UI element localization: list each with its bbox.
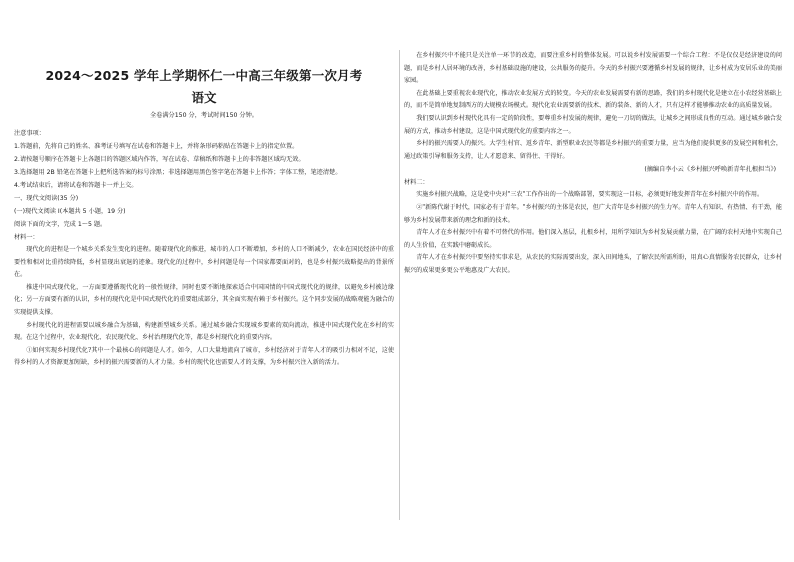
- paragraph: ①如何实现乡村现代化?其中一个最核心的问题是人才。如今，人口大量地流向了城市，乡村经济对于青年人才的吸引力相对不足，这使得乡村的人才资源更加短缺，乡村的振兴需要新的人才力量。乡村的现代化也需要人才的支撑，为乡村振兴注入新的活力。: [14, 346, 394, 367]
- exam-title: 2024～2025 学年上学期怀仁一中高三年级第一次月考: [45, 68, 363, 83]
- paragraph: 实施乡村振兴战略，这是党中央对"三农"工作作出的一个战略部署，要实现这一目标，必须更好地发挥青年在乡村振兴中的作用。: [416, 191, 764, 199]
- material-label: 材料二：: [404, 179, 429, 187]
- subsection-heading: (一)现代文阅读 I(本题共 5 小题，19 分): [14, 208, 126, 215]
- section-heading: 一、现代文阅读(35 分): [14, 195, 79, 202]
- material-label: 材料一：: [14, 234, 39, 241]
- note-item: 2.请按题号顺序在答题卡上各题目的答题区域内作答，写在试卷、草稿纸和答题卡上的非答题区域均无效。: [14, 156, 305, 163]
- source-citation: (摘编自李小云《乡村振兴呼唤新青年扎根担当》): [644, 166, 776, 174]
- paragraph: 青年人才在乡村振兴中有着不可替代的作用。他们深入基层，扎根乡村，用所学知识为乡村发展贡献力量，在广阔的农村天地中实现自己的人生价值，在实践中磨砺成长。: [404, 229, 782, 249]
- left-column: [14, 46, 394, 370]
- right-column: [404, 50, 782, 278]
- paragraph: 在此基础上要重视农业现代化，推动农业发展方式的转变。今天的农业发展需要有新的思路，我们的乡村现代化是建立在小农经营基础上的，而不是简单地复制西方的大规模农场模式。现代化农业需要新的技术、新的装备、新的人才，只有这样才能够推动农业的高质量发展。: [404, 89, 782, 110]
- notes-heading: 注意事项：: [14, 130, 45, 137]
- paragraph: 现代化的进程是一个城乡关系发生变化的进程。随着现代化的推进，城市的人口不断增加，乡村的人口不断减少，农业在国民经济中的重要性和相对比重持续降低，乡村显现出衰退的迹象。现代化的过程中，乡村问题是每一个国家都要面对的，也是乡村振兴战略提出的背景所在。: [14, 246, 394, 279]
- score-line: 全卷满分150 分，考试时间150 分钟。: [150, 112, 258, 119]
- note-item: 1.答题前，先将自己的姓名、准考证号填写在试卷和答题卡上，并将条形码粘贴在答题卡上的指定位置。: [14, 143, 299, 150]
- note-item: 3.选择题用 2B 铅笔在答题卡上把所选答案的标号涂黑；非选择题用黑色签字笔在答题卡上作答；字体工整，笔迹清楚。: [14, 169, 342, 176]
- paragraph: ②"新陈代谢于时代，国家必有于青年。"乡村振兴的主体是农民，但广大青年是乡村振兴的生力军。青年人有知识、有热情、有干劲，能够为乡村发展带来新的理念和新的技术。: [404, 203, 782, 224]
- paragraph: 在乡村振兴中不能只是关注单一环节的改造，而要注重乡村的整体发展。可以说乡村发展需要一个综合工程：不是仅仅是经济建设的问题，而是乡村人居环境的改善，乡村基础设施的建设，公共服务的提升。今天的乡村振兴要遵循乡村发展的规律，让乡村成为安居乐业的美丽家园。: [404, 52, 782, 85]
- paragraph: 乡村的振兴需要人的振兴。大学生村官、返乡青年、新型职业农民等都是乡村振兴的重要力量，应当为他们提供更多的发展空间和机会，通过政策引导和服务支持，让人才愿意来、留得住、干得好。: [404, 140, 782, 160]
- instruction-text: 阅读下面的文字，完成 1～5 题。: [14, 221, 107, 228]
- paragraph: 青年人才在乡村振兴中要坚持实事求是，从农民的实际需要出发，深入田间地头，了解农民所需所盼，用真心真情服务农民群众，让乡村振兴的成果更多更公平地惠及广大农民。: [404, 254, 782, 274]
- paragraph: 乡村现代化的进程需要以城乡融合为基础，构建新型城乡关系。通过城乡融合实现城乡要素的双向流动，推进中国式现代化在乡村的实现。在这个过程中，农业现代化、农民现代化、乡村治理现代化等，都是乡村现代化的重要内容。: [14, 321, 394, 342]
- note-item: 4.考试结束后，请将试卷和答题卡一并上交。: [14, 182, 138, 189]
- paragraph: 我们要认识到乡村现代化具有一定的阶段性，要尊重乡村发展的规律，避免一刀切的做法，让城乡之间形成良性的互动。通过城乡融合发展的方式，推动乡村建设，这是中国式现代化的重要内容之一。: [404, 114, 782, 135]
- paragraph: 推进中国式现代化，一方面要遵循现代化的一般性规律，同时也要不断地探索适合中国国情的中国式现代化的规律，以避免乡村被边缘化；另一方面要有新的认识，乡村的现代化是中国式现代化的重要组成部分，其全面实现有赖于乡村振兴。这个同步发展的战略观能为融合的实现提供支撑。: [14, 283, 394, 316]
- subject-title: 语文: [191, 90, 217, 105]
- column-divider: [399, 50, 400, 520]
